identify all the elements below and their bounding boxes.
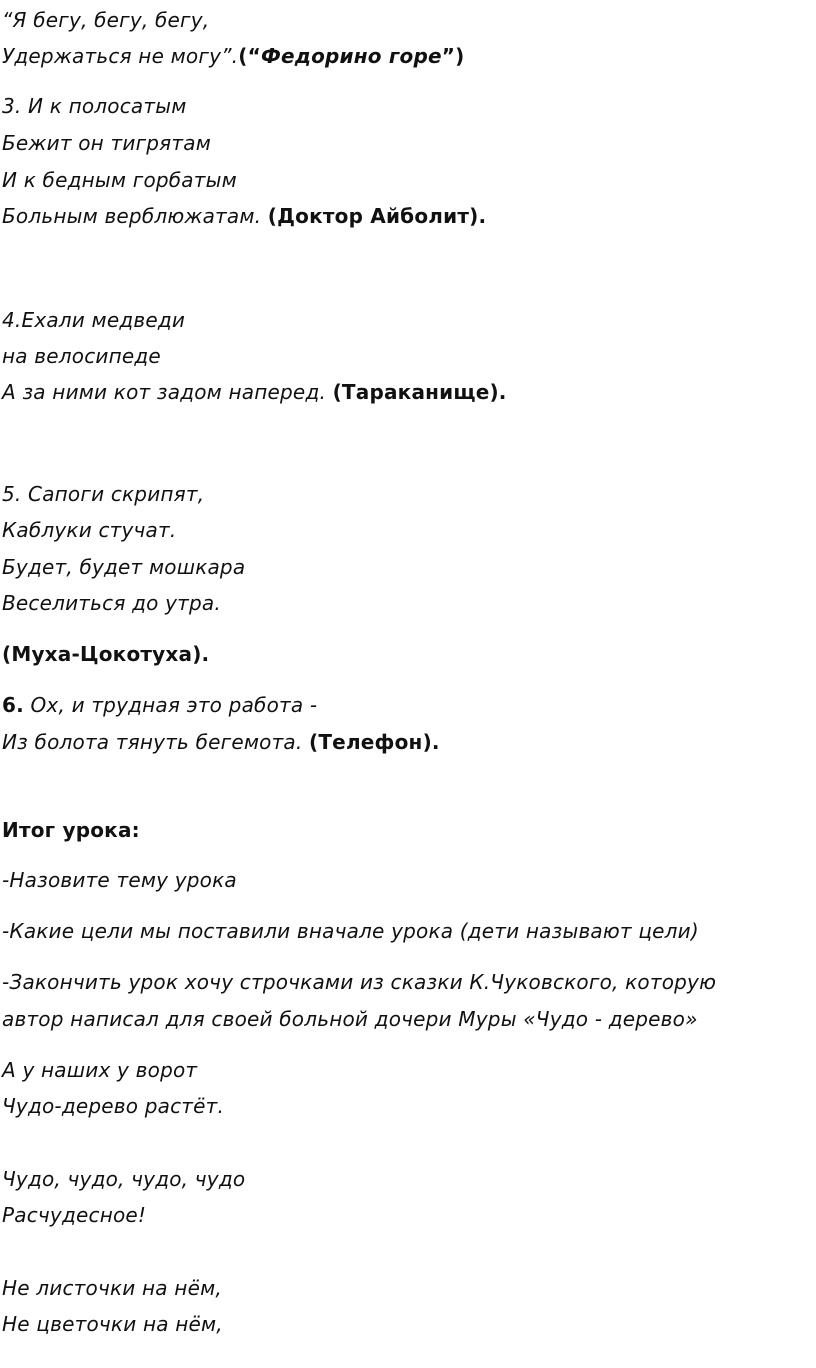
lesson-line-text: -Какие цели мы поставили вначале урока (дети называют цели) <box>2 919 699 943</box>
poem-line <box>2 1093 224 1119</box>
riddle-line <box>2 517 176 543</box>
poem-line <box>2 7 209 33</box>
answer-text: (Муха-Цокотуха). <box>2 642 210 666</box>
answer-close: ”) <box>441 44 465 68</box>
riddle-line <box>2 729 440 755</box>
riddle-line <box>2 590 221 616</box>
lesson-line-text: -Назовите тему урока <box>2 868 237 892</box>
riddle-line-text: 4.Ехали медведи <box>2 308 186 332</box>
riddle-line-text: Веселиться до утра. <box>2 591 221 615</box>
poem-line <box>2 1311 223 1337</box>
poem-line-text: А у наших у ворот <box>2 1058 198 1082</box>
lesson-line <box>2 1006 698 1032</box>
poem-line <box>2 1275 222 1301</box>
riddle-line-text: Больным верблюжатам. <box>2 204 262 228</box>
riddle-line <box>2 93 187 119</box>
riddle-line <box>2 307 185 333</box>
lesson-line-text: -Закончить урок хочу строчками из сказки К.Чуковского, которую <box>2 970 717 994</box>
riddle-line-text: Бежит он тигрятам <box>2 131 211 155</box>
riddle-number: 6. <box>2 693 24 717</box>
riddle-line-text: И к бедным горбатым <box>2 168 237 192</box>
poem-line <box>2 1166 245 1192</box>
poem-line-text: Удержаться не могу”. <box>2 44 239 68</box>
poem-line-text: “Я бегу, бегу, бегу, <box>2 8 210 32</box>
riddle-line-text: Ох, и трудная это работа - <box>23 693 318 717</box>
riddle-line-text: А за ними кот задом наперед. <box>2 380 327 404</box>
riddle-line-text: Из болота тянуть бегемота. <box>2 730 303 754</box>
answer-text: Федорино горе <box>260 44 442 68</box>
lesson-line-text: автор написал для своей больной дочери Муры «Чудо - дерево» <box>2 1007 698 1031</box>
answer-text: (Тараканище). <box>332 380 507 404</box>
riddle-line <box>2 130 211 156</box>
lesson-line <box>2 918 699 944</box>
lesson-line <box>2 969 716 995</box>
riddle-line <box>2 379 507 405</box>
answer-text: (Телефон). <box>309 730 440 754</box>
poem-line <box>2 1202 146 1228</box>
riddle-line <box>2 554 245 580</box>
lesson-line <box>2 867 237 893</box>
riddle-line-text: Будет, будет мошкара <box>2 555 246 579</box>
poem-line-text: Не листочки на нём, <box>2 1276 222 1300</box>
poem-line-text: Расчудесное! <box>2 1203 147 1227</box>
riddle-line <box>2 343 161 369</box>
riddle-line-text: Каблуки стучат. <box>2 518 177 542</box>
poem-line-text: Не цветочки на нём, <box>2 1312 223 1336</box>
answer-text: (Доктор Айболит). <box>267 204 487 228</box>
poem-line-text: Чудо-дерево растёт. <box>2 1094 225 1118</box>
riddle-line-text: 3. И к полосатым <box>2 94 187 118</box>
section-heading <box>2 817 140 843</box>
poem-line <box>2 43 464 69</box>
poem-line-text: Чудо, чудо, чудо, чудо <box>2 1167 246 1191</box>
riddle-line <box>2 481 204 507</box>
riddle-line <box>2 692 317 718</box>
section-heading-text: Итог урока: <box>2 818 140 842</box>
riddle-answer-line <box>2 641 209 667</box>
riddle-line <box>2 167 237 193</box>
poem-line <box>2 1057 197 1083</box>
answer-open: (“ <box>238 44 261 68</box>
riddle-line-text: на велосипеде <box>2 344 161 368</box>
riddle-line <box>2 203 486 229</box>
riddle-line-text: 5. Сапоги скрипят, <box>2 482 205 506</box>
